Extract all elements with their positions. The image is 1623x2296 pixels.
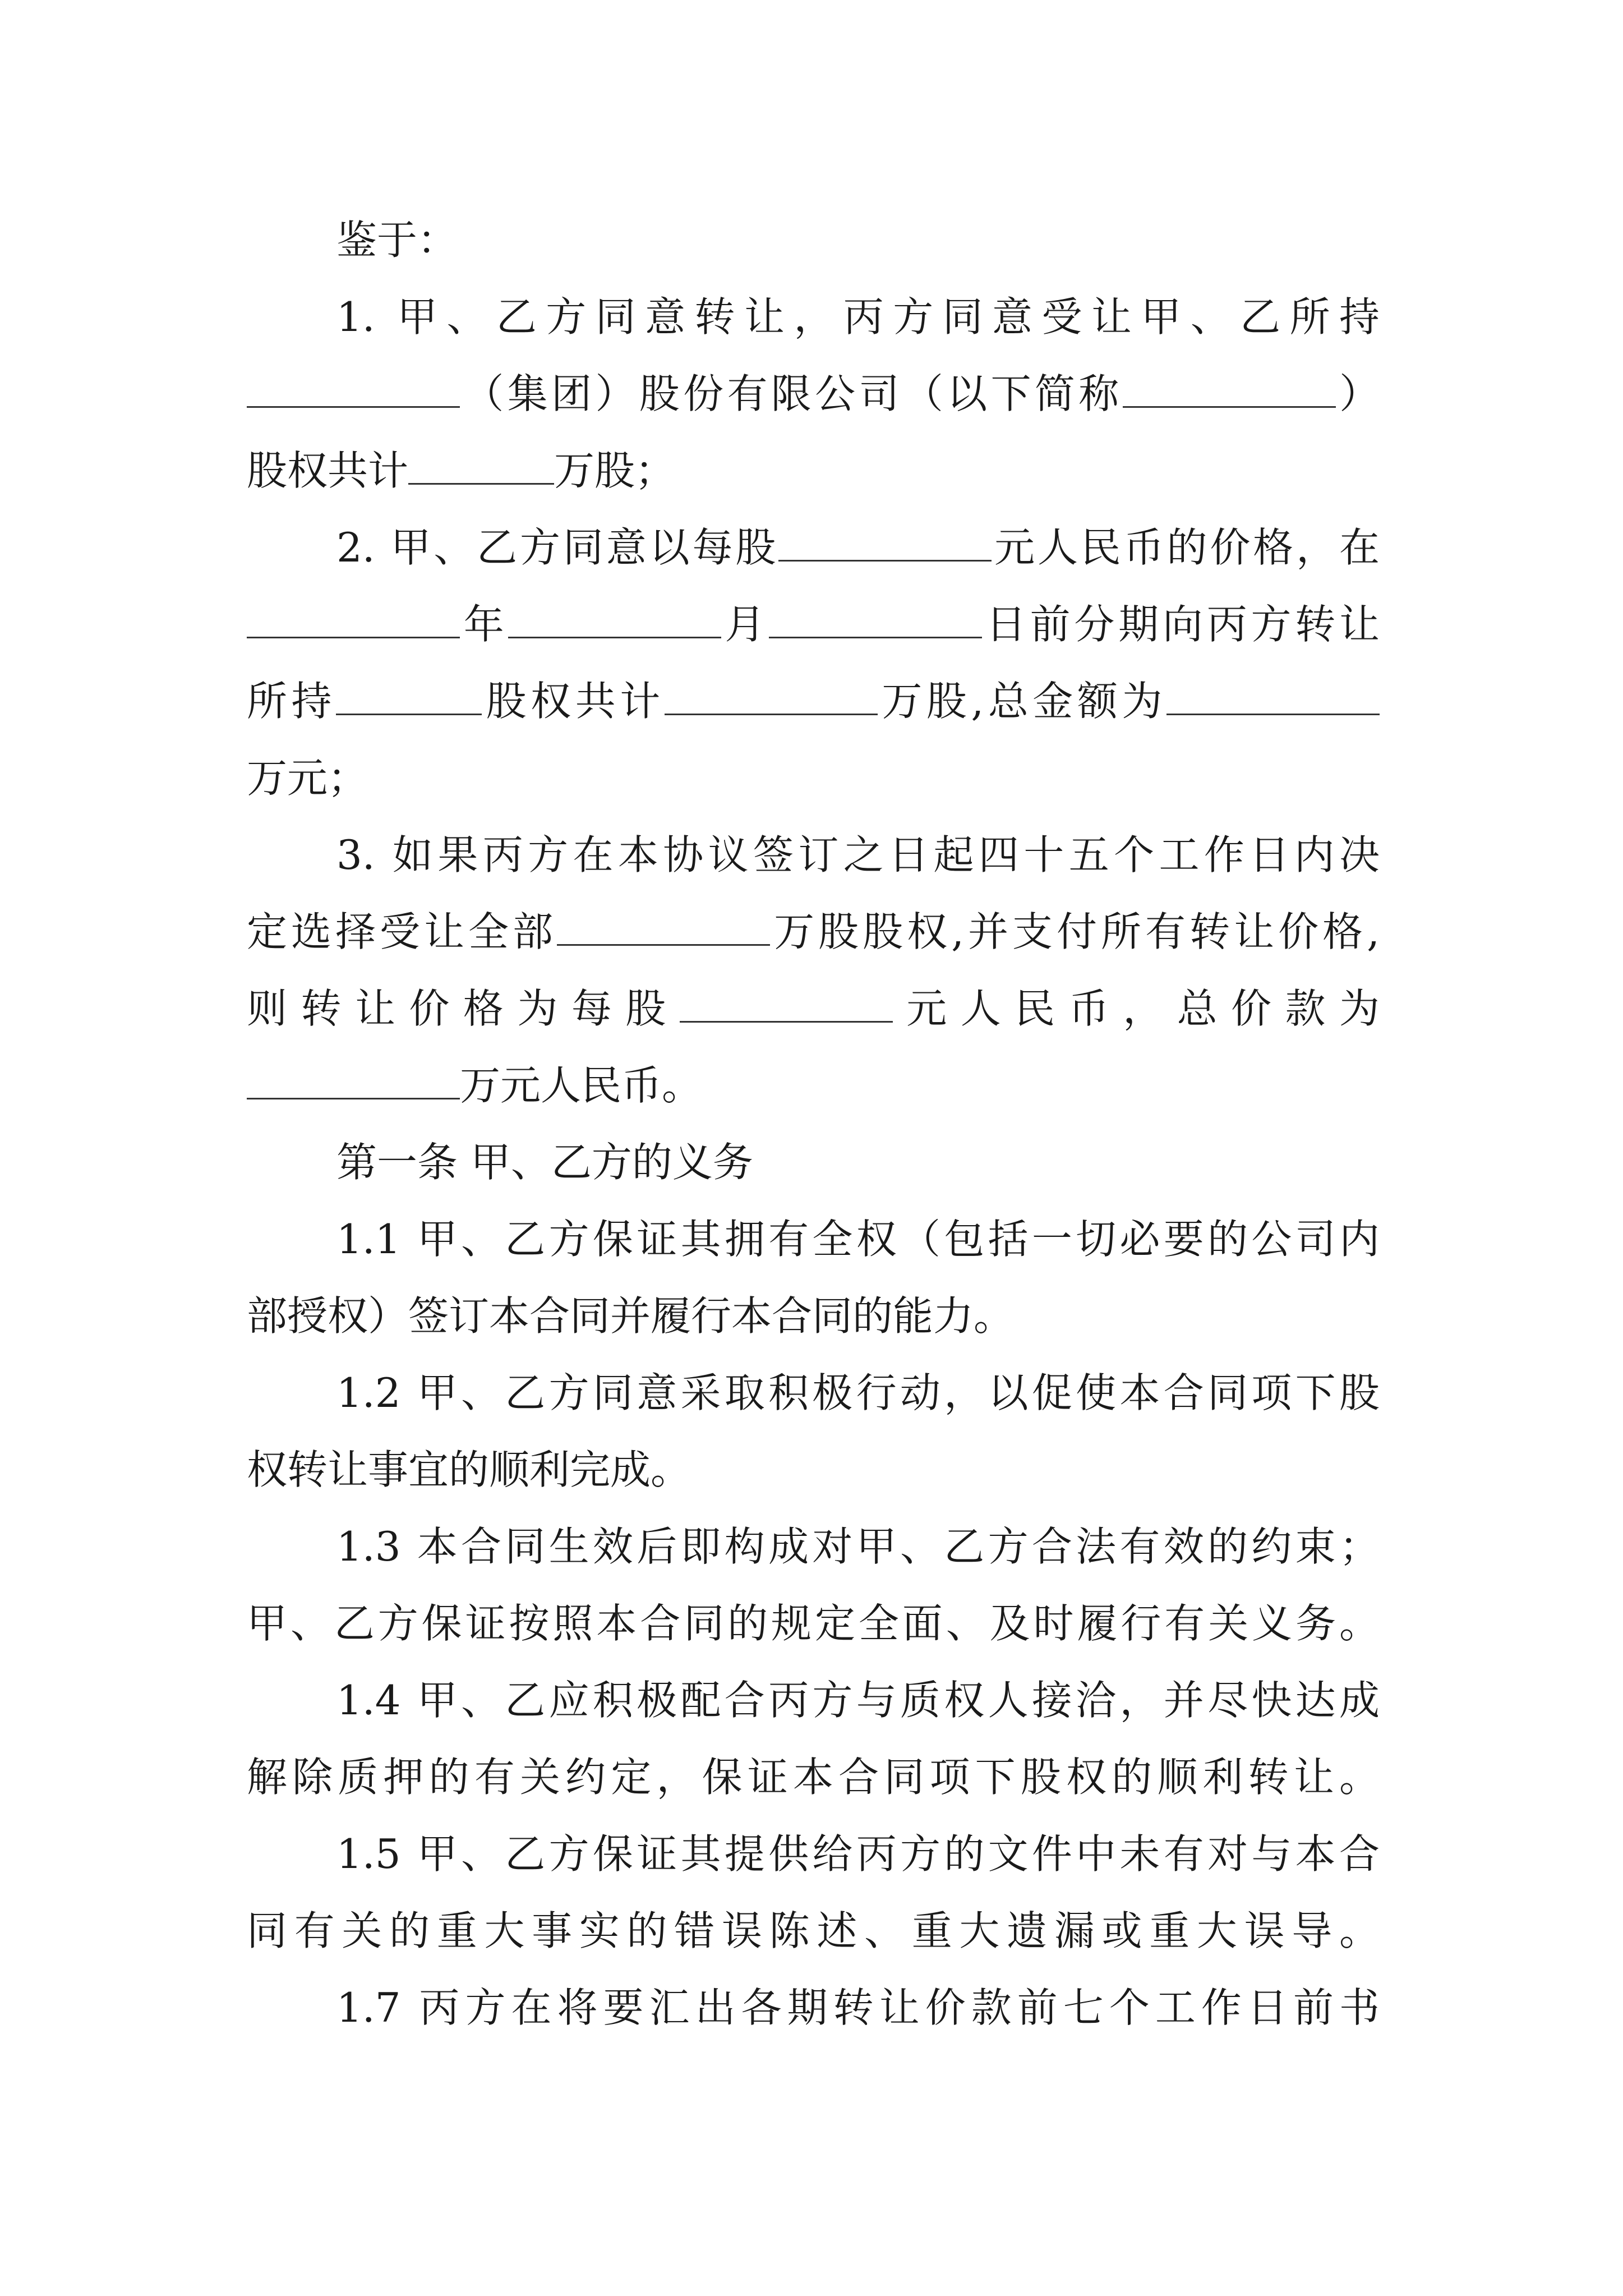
blank-field bbox=[336, 677, 482, 715]
blank-field bbox=[680, 984, 893, 1023]
blank-field bbox=[1123, 369, 1336, 408]
blank-field bbox=[247, 600, 460, 638]
item-2-line-3: 所持 股权共计 万股,总金额为 bbox=[247, 663, 1380, 740]
article-1-title: 第一条 甲、乙方的义务 bbox=[336, 1139, 753, 1186]
item-3-line-1: 3. 如果丙方在本协议签订之日起四十五个工作日内决 bbox=[336, 831, 1380, 878]
blank-field bbox=[778, 523, 992, 562]
clause-1-1-line-1: 1.1 甲、乙方保证其拥有全权（包括一切必要的公司内 bbox=[336, 1216, 1380, 1263]
blank-field bbox=[769, 600, 982, 638]
clause-1-3-line-1: 1.3 本合同生效后即构成对甲、乙方合法有效的约束； bbox=[336, 1523, 1380, 1570]
clause-1-5-line-1: 1.5 甲、乙方保证其提供给丙方的文件中未有对与本合 bbox=[336, 1830, 1380, 1878]
contract-page bbox=[247, 202, 1380, 2046]
item-3-line-3: 则转让价格为每股 元人民币，总价款为 bbox=[247, 985, 1380, 1032]
clause-1-3-line-2: 甲、乙方保证按照本合同的规定全面、及时履行有关义务。 bbox=[247, 1600, 1380, 1647]
blank-field bbox=[557, 907, 770, 946]
item-3-line-4: 万元人民币。 bbox=[247, 1047, 1380, 1124]
clause-1-4-line-1: 1.4 甲、乙应积极配合丙方与质权人接洽，并尽快达成 bbox=[336, 1677, 1380, 1724]
clause-1-7-line-1: 1.7 丙方在将要汇出各期转让价款前七个工作日前书 bbox=[336, 1984, 1380, 2031]
item-1-line-1: 1. 甲、乙方同意转让，丙方同意受让甲、乙所持 bbox=[336, 293, 1380, 341]
clause-1-5-line-2: 同有关的重大事实的错误陈述、重大遗漏或重大误导。 bbox=[247, 1907, 1380, 1954]
preamble-heading: 鉴于： bbox=[336, 217, 458, 264]
item-1-line-3: 股权共计 万股； bbox=[247, 447, 676, 494]
item-2-line-2: 年 月 日前分期向丙方转让 bbox=[247, 586, 1380, 663]
blank-field bbox=[1166, 677, 1380, 715]
clause-1-2-line-2: 权转让事宜的顺利完成。 bbox=[247, 1446, 691, 1493]
blank-field bbox=[508, 600, 721, 638]
blank-field bbox=[665, 677, 878, 715]
clause-1-2-line-1: 1.2 甲、乙方同意采取积极行动，以促使本合同项下股 bbox=[336, 1369, 1380, 1416]
clause-1-4-line-2: 解除质押的有关约定，保证本合同项下股权的顺利转让。 bbox=[247, 1754, 1380, 1801]
item-2-line-4: 万元； bbox=[247, 754, 368, 802]
item-1-line-2: （集团）股份有限公司（以下简称 ） bbox=[247, 356, 1380, 432]
clause-1-1-line-2: 部授权）签订本合同并履行本合同的能力。 bbox=[247, 1292, 1015, 1340]
blank-field bbox=[247, 369, 460, 408]
blank-field bbox=[247, 1061, 460, 1099]
item-3-line-2: 定选择受让全部 万股股权,并支付所有转让价格, bbox=[247, 908, 1380, 955]
blank-field bbox=[408, 446, 554, 485]
item-2-line-1: 2. 甲、乙方同意以每股 元人民币的价格，在 bbox=[336, 524, 1380, 571]
